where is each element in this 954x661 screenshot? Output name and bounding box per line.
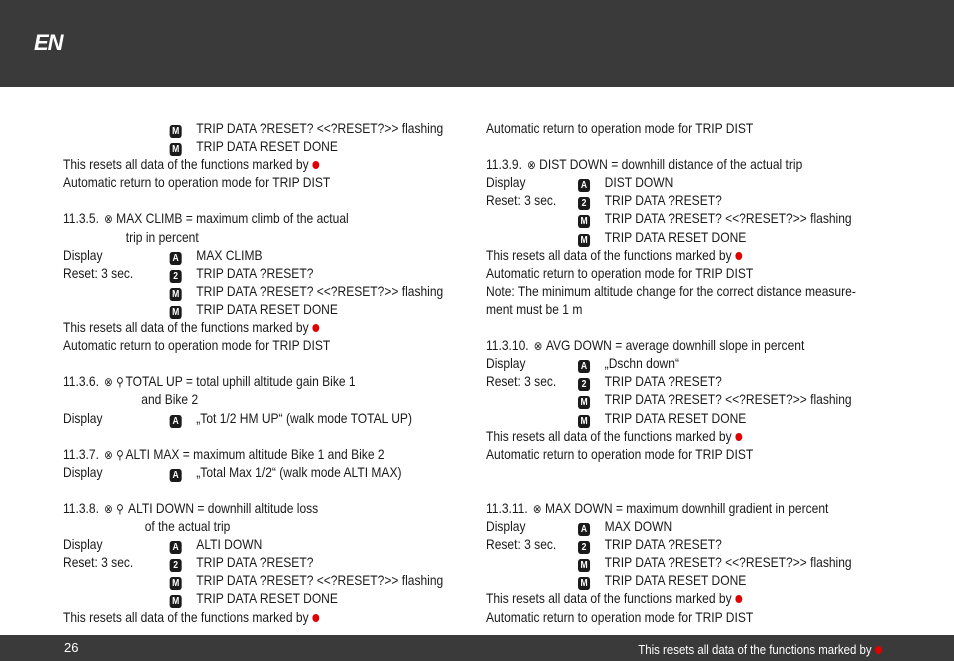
a-key-icon: A (170, 415, 182, 428)
text-line (63, 571, 444, 590)
line-text: ment must be 1 m (486, 300, 583, 317)
text-line (63, 409, 424, 427)
m-key-icon: M (170, 143, 182, 156)
section-heading (63, 372, 424, 390)
line-text: TRIP DATA RESET DONE (196, 138, 338, 155)
section-number: 11.3.7. (63, 445, 99, 462)
row-label: Display (486, 518, 526, 535)
line-text: Automatic return to operation mode for TRIP DIST (63, 174, 331, 191)
2-key-icon: 2 (578, 197, 590, 210)
section-heading (486, 336, 847, 354)
2-key-icon: 2 (578, 378, 590, 391)
bike-icon: ⊗ (527, 158, 536, 173)
row-label: Display (63, 536, 103, 553)
text-line (486, 354, 847, 372)
m-key-icon: M (170, 288, 182, 301)
row-label: Reset: 3 sec. (486, 536, 557, 553)
line-text: TRIP DATA ?RESET? <<?RESET?>> flashing (196, 572, 444, 589)
line-text: Automatic return to operation mode for TRIP DIST (486, 445, 754, 462)
row-label: Reset: 3 sec. (63, 264, 134, 281)
a-key-icon: A (170, 469, 182, 482)
bike-icon: ⊗ (532, 501, 542, 516)
text-line (63, 137, 424, 155)
walk-icon: ⚲ (116, 375, 124, 390)
m-key-icon: M (170, 595, 182, 608)
line-text: Automatic return to operation mode for TRIP DIST (486, 608, 754, 625)
line-text: TRIP DATA ?RESET? (604, 536, 722, 553)
reset-note (486, 589, 847, 607)
reset-note (486, 427, 847, 445)
text-line (63, 463, 424, 481)
reset-note (63, 318, 424, 336)
page-number: 26 (64, 640, 79, 655)
text-line (486, 535, 847, 553)
section-title: AVG DOWN = average downhill slope in percent (545, 337, 805, 354)
section-title: ALTI DOWN = downhill altitude loss (128, 499, 319, 516)
red-dot-icon (875, 646, 882, 654)
section-heading (63, 499, 424, 517)
section-number: 11.3.6. (63, 373, 99, 390)
row-label: Reset: 3 sec. (486, 373, 557, 390)
section-heading-cont (63, 517, 424, 535)
section-title: DIST DOWN = downhill distance of the actual trip (539, 156, 803, 173)
line-text: MAX DOWN (604, 518, 673, 535)
line-text: TRIP DATA ?RESET? (196, 554, 314, 571)
m-key-icon: M (578, 577, 590, 590)
return-note (486, 119, 847, 137)
text-line (63, 282, 444, 300)
row-label: Display (63, 463, 103, 480)
line-text: „Total Max 1/2“ (walk mode ALTI MAX) (196, 463, 402, 480)
footer-note-text: This resets all data of the functions marked by (638, 642, 872, 657)
row-label: Reset: 3 sec. (63, 554, 134, 571)
line-text: DIST DOWN (604, 174, 674, 191)
line-text: Automatic return to operation mode for TRIP DIST (63, 337, 331, 354)
text-line (486, 372, 847, 390)
a-key-icon: A (170, 541, 182, 554)
section-heading (486, 499, 847, 517)
section-number: 11.3.8. (63, 499, 99, 516)
a-key-icon: A (170, 252, 182, 265)
text-line (63, 119, 444, 137)
return-note (486, 608, 847, 626)
line-text: TRIP DATA ?RESET? (604, 192, 722, 209)
section-heading-cont (63, 228, 424, 246)
line-text: TRIP DATA RESET DONE (604, 572, 747, 589)
section-title: and Bike 2 (141, 391, 199, 408)
return-note (486, 264, 847, 282)
line-text: This resets all data of the functions marked by (486, 427, 732, 444)
line-text: MAX CLIMB (196, 246, 263, 263)
red-dot-icon (312, 324, 319, 332)
bike-icon: ⊗ (104, 447, 113, 462)
line-text: TRIP DATA RESET DONE (196, 300, 338, 317)
bike-icon: ⊗ (533, 339, 543, 354)
a-key-icon: A (578, 360, 590, 373)
bike-icon: ⊗ (104, 501, 113, 516)
red-dot-icon (735, 595, 742, 603)
header-bar (0, 0, 954, 87)
line-text: This resets all data of the functions marked by (63, 319, 309, 336)
walk-icon: ⚲ (116, 447, 124, 462)
walk-icon: ⚲ (116, 501, 124, 516)
section-title: MAX DOWN = maximum downhill gradient in percent (544, 499, 829, 516)
text-line (486, 209, 852, 228)
text-line (486, 228, 847, 246)
2-key-icon: 2 (170, 270, 182, 283)
a-key-icon: A (578, 179, 590, 192)
2-key-icon: 2 (578, 541, 590, 554)
section-number: 11.3.10. (486, 337, 529, 354)
text-line (63, 246, 424, 264)
line-text: „Tot 1/2 HM UP“ (walk mode TOTAL UP) (196, 409, 412, 426)
a-key-icon: A (578, 523, 590, 536)
section-number: 11.3.9. (486, 156, 522, 173)
text-line (63, 300, 424, 318)
2-key-icon: 2 (170, 559, 182, 572)
line-text: TRIP DATA RESET DONE (604, 409, 747, 426)
line-text: This resets all data of the functions marked by (486, 590, 732, 607)
row-label: Display (63, 246, 103, 263)
footer-bar (0, 635, 954, 661)
section-heading (63, 209, 424, 227)
line-text: TRIP DATA RESET DONE (196, 590, 338, 607)
text-line (486, 571, 847, 589)
return-note (63, 173, 424, 191)
return-note (486, 445, 847, 463)
line-text: „Dschn down“ (604, 355, 679, 372)
section-heading-cont (63, 390, 424, 408)
line-text: TRIP DATA ?RESET? (604, 373, 722, 390)
m-key-icon: M (578, 559, 590, 572)
footer-note (638, 642, 882, 657)
return-note (63, 336, 424, 354)
m-key-icon: M (170, 577, 182, 590)
line-text: TRIP DATA RESET DONE (604, 228, 747, 245)
line-text: TRIP DATA ?RESET? <<?RESET?>> flashing (604, 554, 852, 571)
section-title: of the actual trip (144, 518, 231, 535)
line-text: TRIP DATA ?RESET? <<?RESET?>> flashing (604, 210, 852, 227)
m-key-icon: M (578, 415, 590, 428)
right-column (486, 119, 906, 626)
line-text: Automatic return to operation mode for TRIP DIST (486, 264, 754, 281)
m-key-icon: M (170, 306, 182, 319)
note-line (486, 300, 847, 318)
reset-note (63, 608, 424, 626)
line-text: TRIP DATA ?RESET? <<?RESET?>> flashing (604, 391, 852, 408)
text-line (63, 589, 424, 607)
line-text: This resets all data of the functions marked by (63, 608, 309, 625)
red-dot-icon (312, 161, 319, 169)
row-label: Display (63, 409, 103, 426)
row-label: Display (486, 174, 526, 191)
reset-note (63, 155, 424, 173)
line-text: TRIP DATA ?RESET? (196, 264, 314, 281)
language-label: EN (34, 30, 63, 55)
text-line (486, 173, 847, 191)
section-number: 11.3.5. (63, 210, 99, 227)
text-line (63, 553, 424, 571)
row-label: Reset: 3 sec. (486, 192, 557, 209)
m-key-icon: M (578, 396, 590, 409)
text-line (486, 517, 847, 535)
section-title: trip in percent (125, 228, 199, 245)
text-line (486, 390, 852, 409)
section-title: TOTAL UP = total uphill altitude gain Bike 1 (125, 373, 356, 390)
m-key-icon: M (578, 234, 590, 247)
text-line (63, 264, 424, 282)
section-title: ALTI MAX = maximum altitude Bike 1 and Bike 2 (125, 445, 385, 462)
line-text: TRIP DATA ?RESET? <<?RESET?>> flashing (196, 120, 444, 136)
line-text: Automatic return to operation mode for TRIP DIST (486, 120, 754, 136)
line-text: This resets all data of the functions marked by (486, 246, 732, 263)
section-heading (63, 445, 424, 463)
red-dot-icon (735, 252, 742, 260)
row-label: Display (486, 355, 526, 372)
line-text: ALTI DOWN (196, 536, 263, 553)
red-dot-icon (735, 433, 742, 441)
section-heading (486, 155, 847, 173)
note-line (486, 282, 856, 300)
text-line (486, 191, 847, 209)
section-number: 11.3.11. (486, 499, 528, 516)
section-title: MAX CLIMB = maximum climb of the actual (116, 210, 349, 227)
line-text: Note: The minimum altitude change for the correct distance measure- (486, 282, 856, 299)
line-text: TRIP DATA ?RESET? <<?RESET?>> flashing (196, 282, 444, 299)
text-line (486, 553, 852, 572)
text-line (63, 535, 424, 553)
red-dot-icon (312, 614, 319, 622)
bike-icon: ⊗ (104, 375, 113, 390)
bike-icon: ⊗ (104, 212, 113, 227)
left-column (63, 119, 483, 626)
m-key-icon: M (170, 125, 182, 138)
text-line (486, 409, 847, 427)
line-text: This resets all data of the functions marked by (63, 156, 309, 173)
reset-note (486, 246, 847, 264)
m-key-icon: M (578, 215, 590, 228)
